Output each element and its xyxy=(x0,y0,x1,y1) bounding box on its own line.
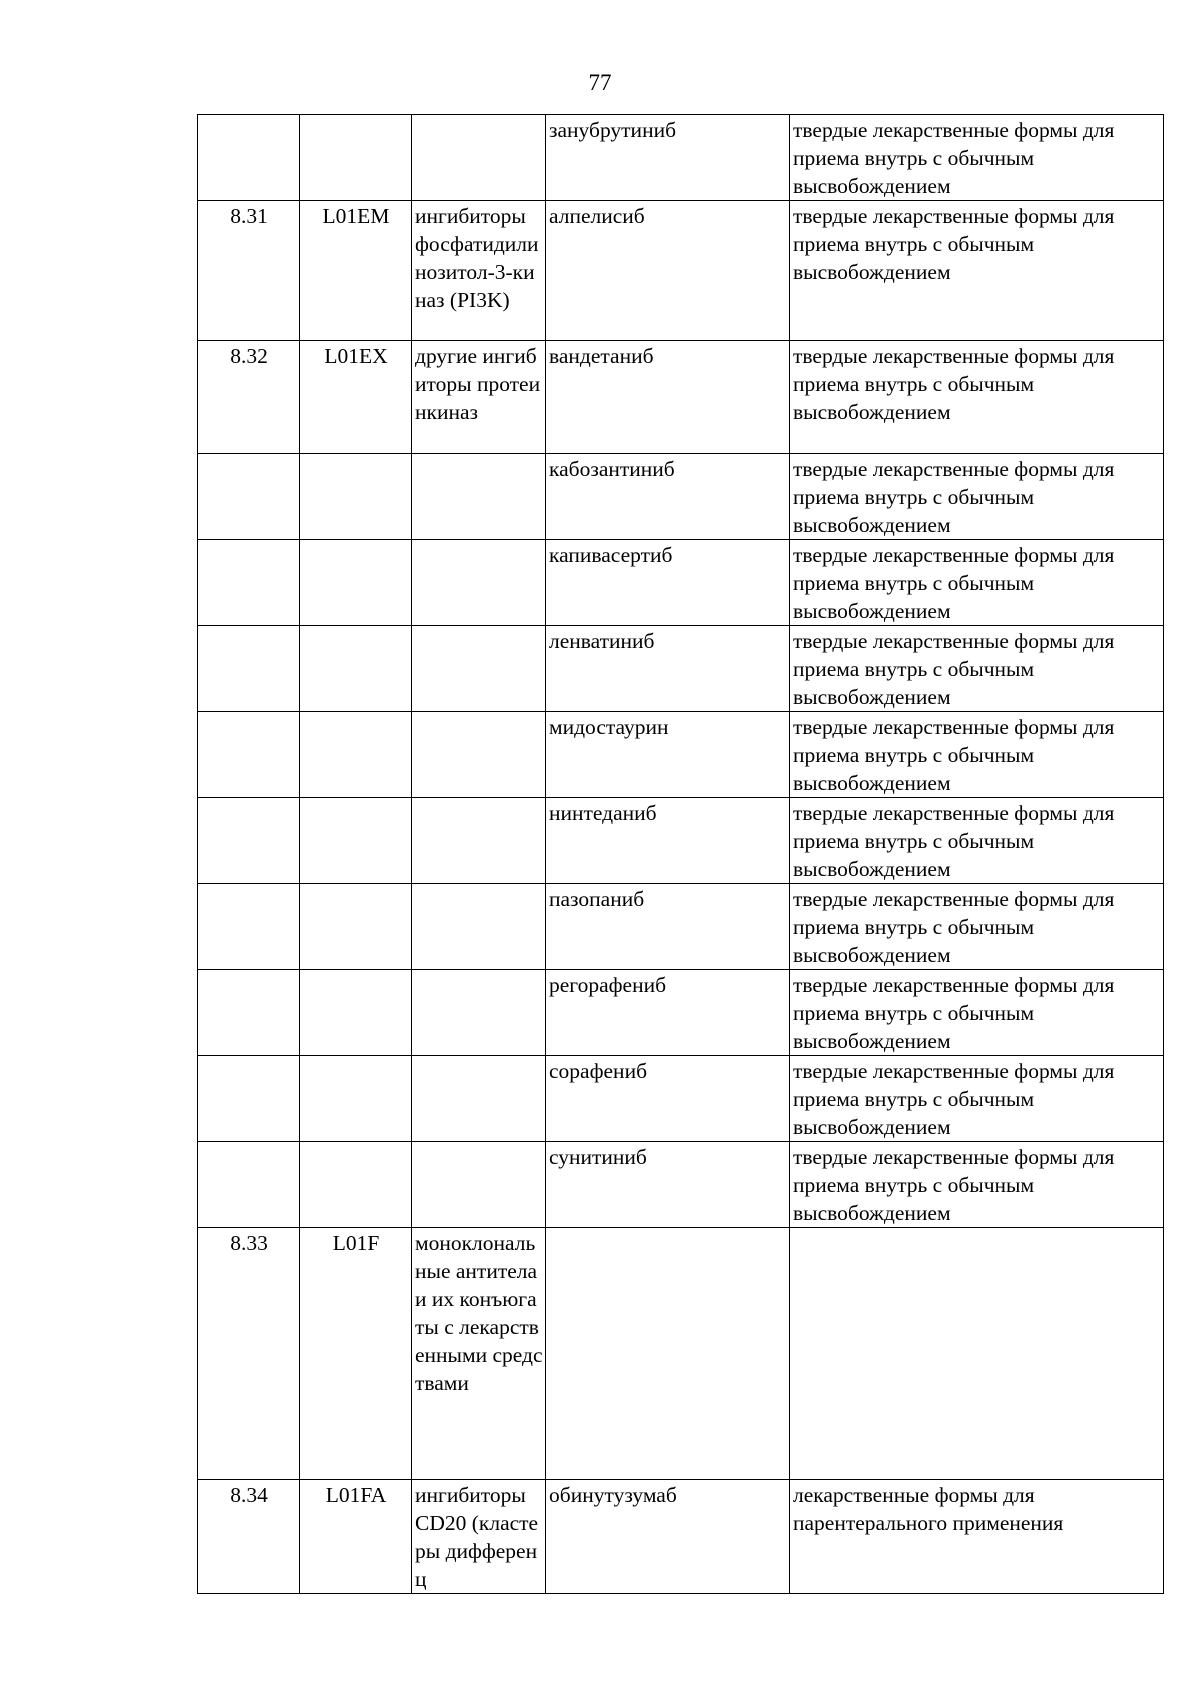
drug-name-cell: алпелисиб xyxy=(546,201,790,341)
atc-code-cell xyxy=(300,626,412,712)
atc-code-cell xyxy=(300,540,412,626)
drug-name-cell: обинутузумаб xyxy=(546,1480,790,1594)
table-row xyxy=(198,540,1164,626)
atc-code-cell: L01F xyxy=(300,1228,412,1480)
dosage-form-cell: твердые лекарственные формы для приема внутрь с обычным высвобождением xyxy=(790,970,1164,1056)
table-row xyxy=(198,798,1164,884)
atc-code-cell: L01EM xyxy=(300,201,412,341)
row-number-cell xyxy=(198,626,300,712)
group-cell xyxy=(412,1142,546,1228)
atc-code-cell xyxy=(300,970,412,1056)
page-number: 77 xyxy=(588,70,612,95)
row-number-cell xyxy=(198,970,300,1056)
row-number-cell xyxy=(198,540,300,626)
atc-code-cell xyxy=(300,1056,412,1142)
row-number-cell xyxy=(198,884,300,970)
dosage-form-cell: твердые лекарственные формы для приема внутрь с обычным высвобождением xyxy=(790,884,1164,970)
atc-code-cell xyxy=(300,712,412,798)
dosage-form-cell: твердые лекарственные формы для приема внутрь с обычным высвобождением xyxy=(790,201,1164,341)
table-row xyxy=(198,712,1164,798)
dosage-form-cell xyxy=(790,1228,1164,1480)
row-number-cell xyxy=(198,712,300,798)
dosage-form-cell: твердые лекарственные формы для приема внутрь с обычным высвобождением xyxy=(790,454,1164,540)
drug-name-cell: регорафениб xyxy=(546,970,790,1056)
group-cell: моноклональные антитела и их конъюгаты с лекарственными средствами xyxy=(412,1228,546,1480)
group-cell xyxy=(412,626,546,712)
row-number-cell xyxy=(198,1056,300,1142)
group-cell: ингибиторы CD20 (кластеры дифференц xyxy=(412,1480,546,1594)
row-number-cell xyxy=(198,454,300,540)
group-cell xyxy=(412,884,546,970)
table-row xyxy=(198,1056,1164,1142)
row-number-cell: 8.31 xyxy=(198,201,300,341)
dosage-form-cell: лекарственные формы для парентерального применения xyxy=(790,1480,1164,1594)
atc-code-cell xyxy=(300,798,412,884)
drug-name-cell xyxy=(546,1228,790,1480)
table-row xyxy=(198,201,1164,341)
drug-name-cell: вандетаниб xyxy=(546,341,790,454)
drug-name-cell: мидостаурин xyxy=(546,712,790,798)
table-row xyxy=(198,115,1164,201)
row-number-cell: 8.33 xyxy=(198,1228,300,1480)
drug-name-cell: ленватиниб xyxy=(546,626,790,712)
drug-name-cell: кабозантиниб xyxy=(546,454,790,540)
atc-code-cell: L01EX xyxy=(300,341,412,454)
table-row xyxy=(198,1228,1164,1480)
atc-code-cell xyxy=(300,115,412,201)
table-row xyxy=(198,626,1164,712)
atc-code-cell xyxy=(300,454,412,540)
group-cell xyxy=(412,1056,546,1142)
drug-name-cell: занубрутиниб xyxy=(546,115,790,201)
drug-name-cell: сунитиниб xyxy=(546,1142,790,1228)
row-number-cell xyxy=(198,1142,300,1228)
atc-code-cell xyxy=(300,1142,412,1228)
group-cell xyxy=(412,970,546,1056)
dosage-form-cell: твердые лекарственные формы для приема внутрь с обычным высвобождением xyxy=(790,1056,1164,1142)
drug-name-cell: пазопаниб xyxy=(546,884,790,970)
dosage-form-cell: твердые лекарственные формы для приема внутрь с обычным высвобождением xyxy=(790,712,1164,798)
drug-name-cell: сорафениб xyxy=(546,1056,790,1142)
atc-code-cell: L01FA xyxy=(300,1480,412,1594)
table-row xyxy=(198,1480,1164,1594)
table-row xyxy=(198,1142,1164,1228)
group-cell xyxy=(412,798,546,884)
drug-name-cell: нинтеданиб xyxy=(546,798,790,884)
row-number-cell xyxy=(198,115,300,201)
group-cell xyxy=(412,115,546,201)
dosage-form-cell: твердые лекарственные формы для приема внутрь с обычным высвобождением xyxy=(790,341,1164,454)
group-cell xyxy=(412,712,546,798)
row-number-cell: 8.32 xyxy=(198,341,300,454)
group-cell: другие ингибиторы протеинкиназ xyxy=(412,341,546,454)
table-row xyxy=(198,454,1164,540)
table-row xyxy=(198,341,1164,454)
table-row xyxy=(198,970,1164,1056)
group-cell xyxy=(412,454,546,540)
dosage-form-cell: твердые лекарственные формы для приема внутрь с обычным высвобождением xyxy=(790,798,1164,884)
dosage-form-cell: твердые лекарственные формы для приема внутрь с обычным высвобождением xyxy=(790,115,1164,201)
dosage-form-cell: твердые лекарственные формы для приема внутрь с обычным высвобождением xyxy=(790,626,1164,712)
table-row xyxy=(198,884,1164,970)
drug-table xyxy=(197,114,1164,1594)
dosage-form-cell: твердые лекарственные формы для приема внутрь с обычным высвобождением xyxy=(790,540,1164,626)
group-cell xyxy=(412,540,546,626)
group-cell: ингибиторы фосфатидилинозитол-3-киназ (PI3K) xyxy=(412,201,546,341)
row-number-cell xyxy=(198,798,300,884)
atc-code-cell xyxy=(300,884,412,970)
dosage-form-cell: твердые лекарственные формы для приема внутрь с обычным высвобождением xyxy=(790,1142,1164,1228)
drug-name-cell: капивасертиб xyxy=(546,540,790,626)
row-number-cell: 8.34 xyxy=(198,1480,300,1594)
